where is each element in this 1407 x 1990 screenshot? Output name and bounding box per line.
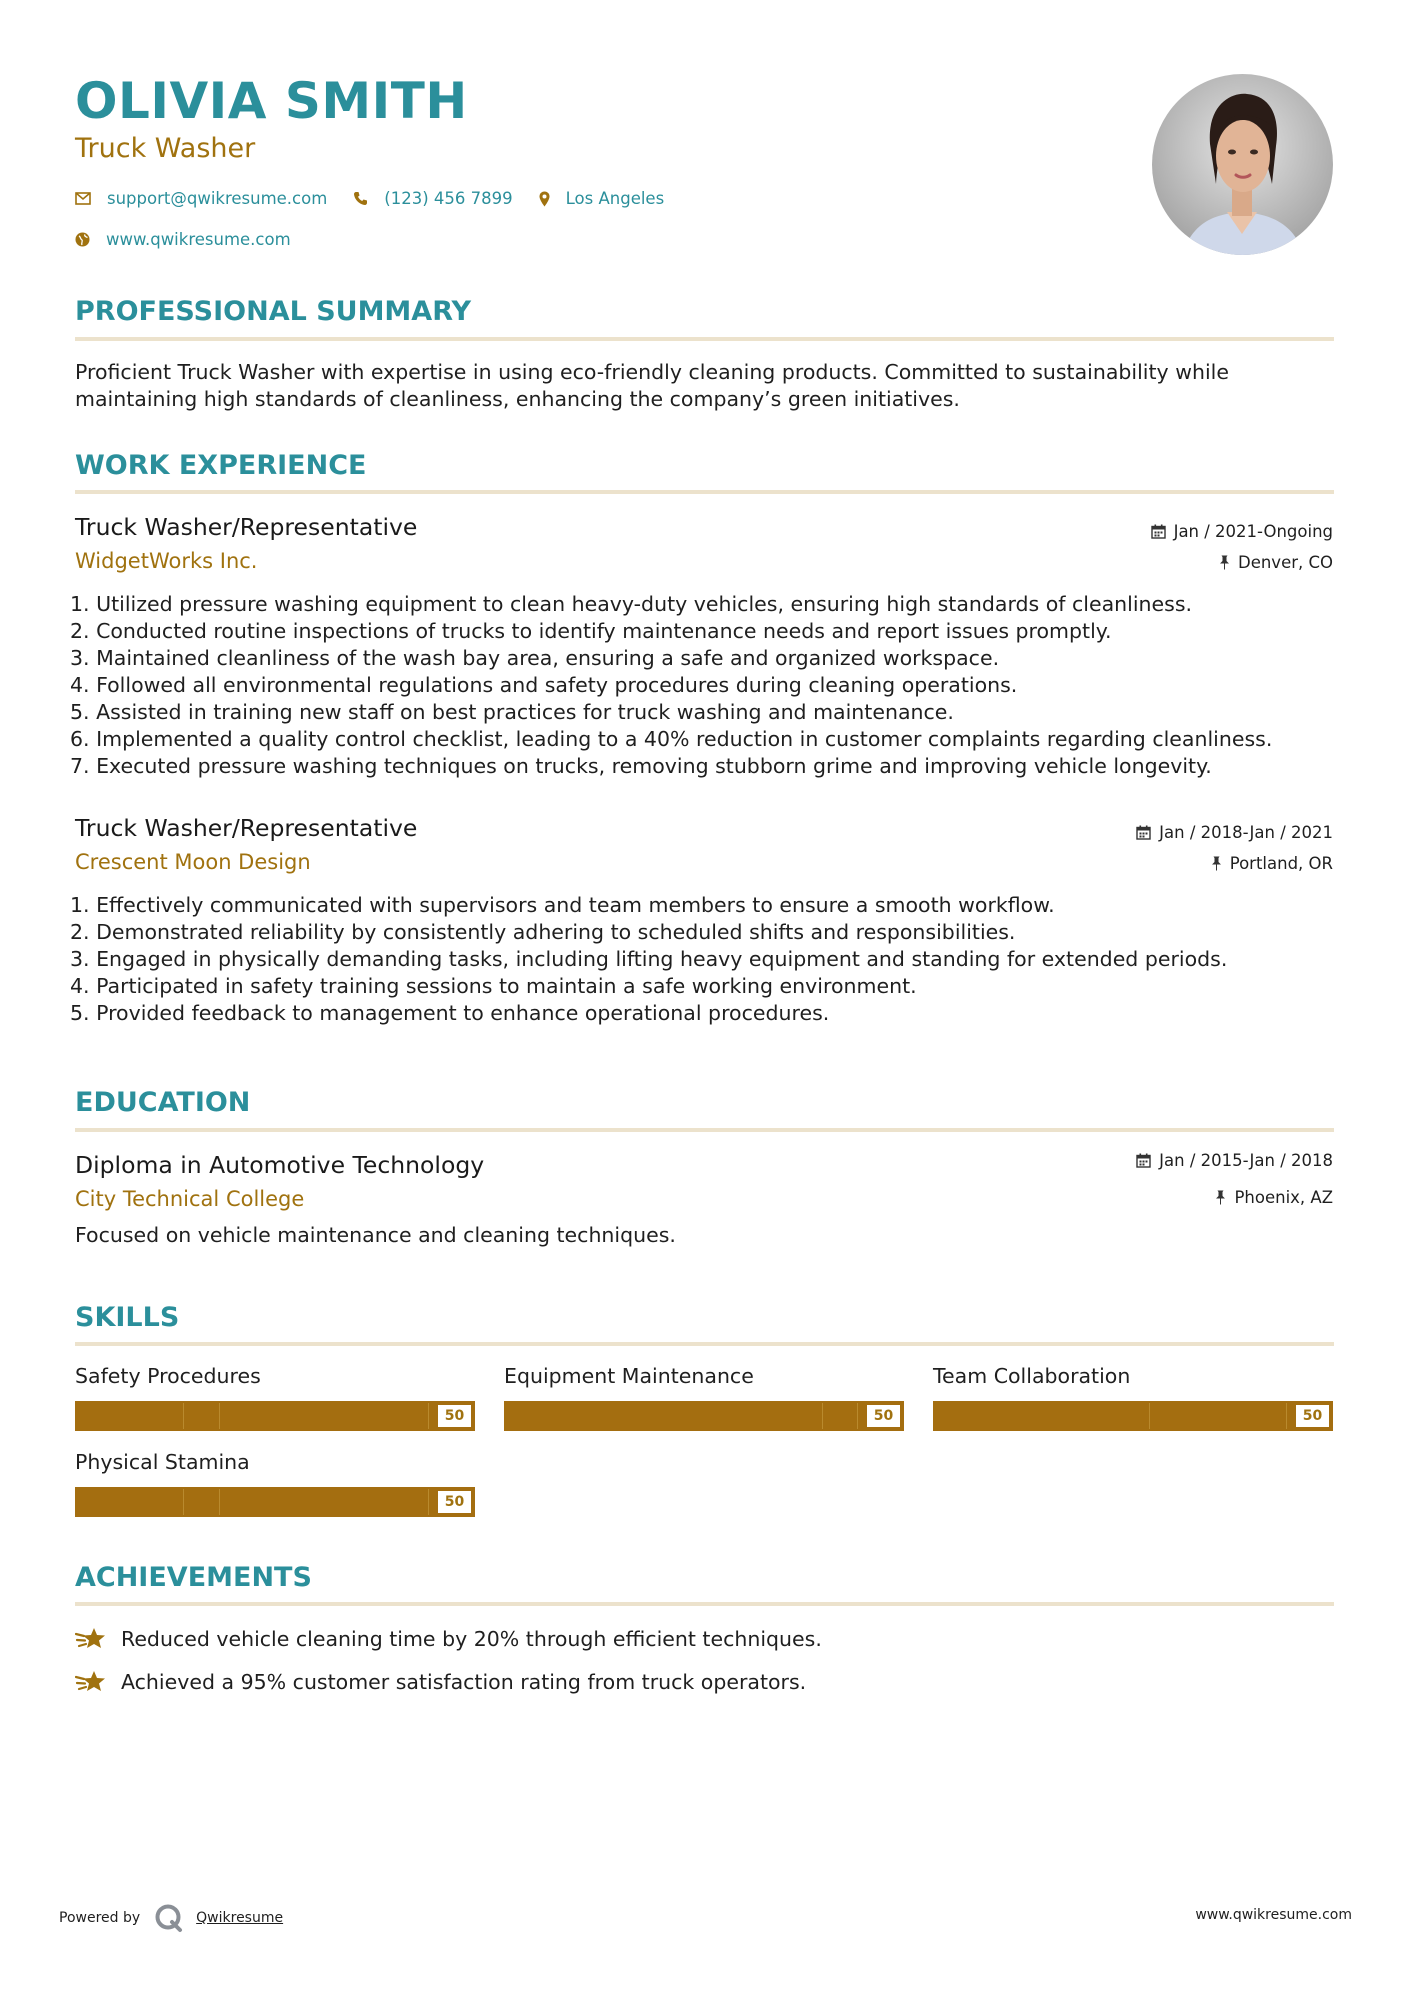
job-location [1219,553,1333,572]
company-name: Crescent Moon Design [75,850,311,874]
summary-line-1: Proficient Truck Washer with expertise in using eco-friendly cleaning products. Committed to sustainability while [75,360,1229,384]
list-item: 4. Participated in safety training sessions to maintain a safe working environment. [70,974,917,998]
list-item: 3. Maintained cleanliness of the wash bay area, ensuring a safe and organized workspace. [70,646,1000,670]
section-title-summary: PROFESSIONAL SUMMARY [75,296,472,327]
summary-text [75,359,1334,413]
list-item: 2. Demonstrated reliability by consistently adhering to scheduled shifts and responsibilities. [70,920,1016,944]
degree-title: Diploma in Automotive Technology [75,1151,485,1179]
education-description: Focused on vehicle maintenance and cleaning techniques. [75,1223,676,1247]
phone-text: (123) 456 7899 [384,189,513,208]
phone-icon [353,191,368,206]
section-title-experience: WORK EXPERIENCE [75,450,367,481]
pushpin-icon [1215,1190,1226,1205]
section-title-achievements: ACHIEVEMENTS [75,1562,312,1593]
job-dates-text: Jan / 2018-Jan / 2021 [1159,823,1333,842]
calendar-icon [1136,1153,1151,1168]
calendar-icon [1151,524,1166,539]
list-item: 2. Conducted routine inspections of trucks to identify maintenance needs and report issues promptly. [70,619,1112,643]
achievement-item [75,1625,822,1653]
achievement-text: Achieved a 95% customer satisfaction rating from truck operators. [121,1670,807,1694]
calendar-icon [1136,825,1151,840]
school-name: City Technical College [75,1187,305,1211]
location-text: Los Angeles [565,189,665,208]
job-title: Truck Washer/Representative [75,513,418,541]
skill-level-value: 50 [438,1405,471,1427]
website-text: www.qwikresume.com [106,230,291,249]
powered-by-text: Powered by [59,1910,141,1926]
job-duties-list [70,892,1340,1027]
contact-row-1 [75,189,690,208]
list-item: 5. Provided feedback to management to enhance operational procedures. [70,1001,830,1025]
pushpin-icon [1211,856,1222,871]
education-dates [1136,1151,1333,1170]
contact-row-2 [75,230,317,249]
job-dates-text: Jan / 2021-Ongoing [1173,522,1333,541]
location-item [539,189,665,208]
section-divider [75,490,1334,494]
skill-level-bar [504,1401,904,1431]
candidate-role: Truck Washer [75,133,256,164]
candidate-name: OLIVIA SMITH [75,72,468,130]
section-divider [75,1602,1334,1606]
skill-level-bar [75,1487,475,1517]
qwikresume-link[interactable]: Qwikresume [196,1910,284,1926]
skill-level-bar [75,1401,475,1431]
education-location [1215,1188,1333,1207]
footer-powered-by [59,1903,283,1933]
summary-line-2: maintaining high standards of cleanliness, enhancing the company’s green initiatives. [75,387,960,411]
section-divider [75,337,1334,341]
achievement-text: Reduced vehicle cleaning time by 20% through efficient techniques. [121,1627,822,1651]
skill-level-bar [933,1401,1333,1431]
education-dates-text: Jan / 2015-Jan / 2018 [1159,1151,1333,1170]
list-item: 3. Engaged in physically demanding tasks, including lifting heavy equipment and standing for extended periods. [70,947,1228,971]
skill-level-value: 50 [867,1405,900,1427]
website-item[interactable] [75,230,291,249]
skill-name: Physical Stamina [75,1450,250,1474]
job-location-text: Portland, OR [1229,854,1333,873]
job-title: Truck Washer/Representative [75,814,418,842]
profile-photo [1152,74,1333,255]
skill-level-value: 50 [1296,1405,1329,1427]
email-item[interactable] [75,189,327,208]
list-item: 5. Assisted in training new staff on best practices for truck washing and maintenance. [70,700,954,724]
job-dates [1136,823,1333,842]
skill-name: Team Collaboration [933,1364,1131,1388]
section-divider [75,1342,1334,1346]
education-location-text: Phoenix, AZ [1234,1188,1333,1207]
job-location-text: Denver, CO [1237,553,1333,572]
phone-item[interactable] [353,189,512,208]
email-text: support@qwikresume.com [107,189,328,208]
pushpin-icon [1219,555,1230,570]
list-item: 1. Effectively communicated with supervisors and team members to ensure a smooth workflow. [70,893,1055,917]
globe-icon [75,232,90,247]
footer-website-link[interactable]: www.qwikresume.com [1195,1907,1352,1923]
skill-name: Safety Procedures [75,1364,261,1388]
job-location [1211,854,1333,873]
skill-name: Equipment Maintenance [504,1364,754,1388]
company-name: WidgetWorks Inc. [75,549,258,573]
qwikresume-logo-icon [154,1903,184,1933]
shooting-star-icon [75,1625,107,1653]
achievement-item [75,1668,806,1696]
map-pin-icon [539,191,550,207]
envelope-icon [75,192,91,205]
skill-level-value: 50 [438,1491,471,1513]
list-item: 7. Executed pressure washing techniques on trucks, removing stubborn grime and improving vehicle longevity. [70,754,1212,778]
job-duties-list [70,591,1340,780]
section-divider [75,1128,1334,1132]
list-item: 6. Implemented a quality control checklist, leading to a 40% reduction in customer complaints regarding cleanliness. [70,727,1273,751]
list-item: 4. Followed all environmental regulations and safety procedures during cleaning operations. [70,673,1018,697]
section-title-skills: SKILLS [75,1302,180,1333]
job-dates [1151,522,1333,541]
list-item: 1. Utilized pressure washing equipment to clean heavy-duty vehicles, ensuring high standards of cleanliness. [70,592,1193,616]
shooting-star-icon [75,1668,107,1696]
section-title-education: EDUCATION [75,1087,251,1118]
